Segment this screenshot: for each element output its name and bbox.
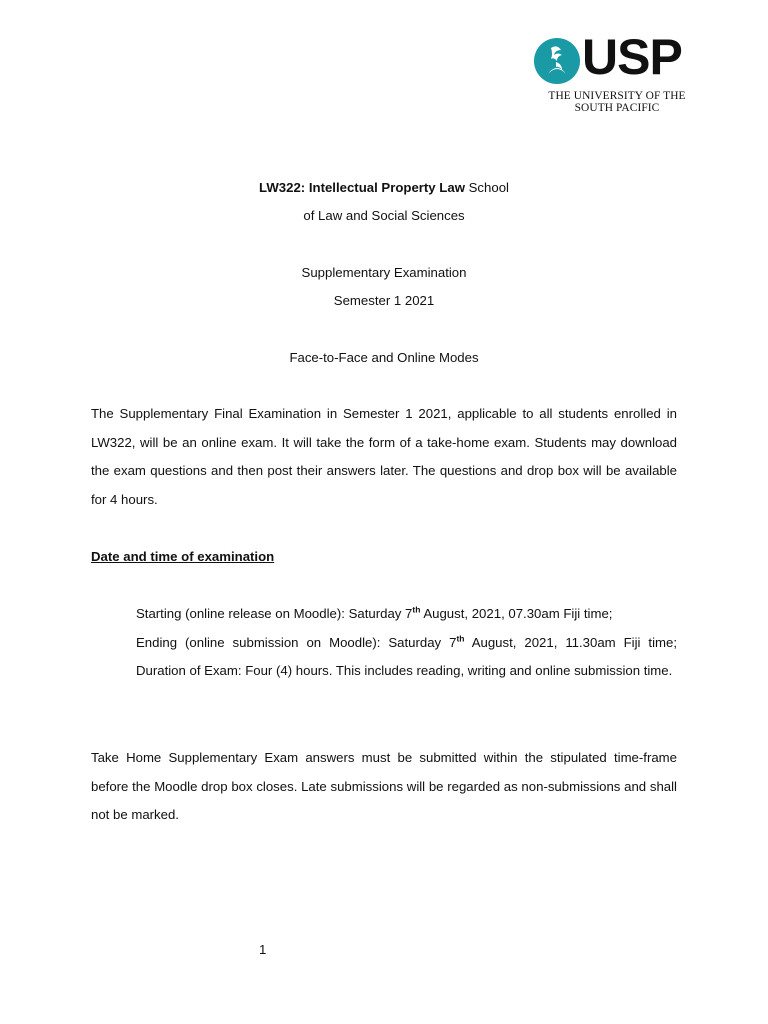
exam-type: Supplementary Examination	[301, 265, 467, 280]
schedule-start-text: Starting (online release on Moodle): Saturday 7	[136, 606, 413, 621]
schedule-start-text-end: August, 2021, 07.30am Fiji time;	[420, 606, 613, 621]
logo-subtitle	[534, 90, 700, 114]
course-title: LW322: Intellectual Property Law	[259, 180, 465, 195]
page-number: 1	[259, 942, 267, 957]
course-title-line	[0, 180, 768, 195]
schedule-start-sup: th	[412, 604, 421, 615]
logo-acronym: USP	[582, 29, 682, 85]
usp-emblem-icon	[534, 38, 580, 84]
usp-logo	[534, 29, 700, 120]
schedule-end	[136, 635, 677, 650]
logo-subtitle-line1: THE UNIVERSITY OF THE	[548, 90, 686, 102]
school-text-part2: of Law and Social Sciences	[303, 208, 465, 223]
schedule-start	[136, 606, 677, 621]
schedule-end-text-end: August, 2021, 11.30am Fiji time;	[464, 635, 677, 650]
schedule-end-sup: th	[456, 633, 465, 644]
schedule-end-text: Ending (online submission on Moodle): Saturday 7	[136, 635, 457, 650]
intro-paragraph: The Supplementary Final Examination in Semester 1 2021, applicable to all students enrolled in LW322, will be an online exam. It will take the form of a take-home exam. Students may download the exam questions and then post their answers later. The questions and drop box will be available for 4 hours.	[91, 406, 677, 507]
schedule-duration: Duration of Exam: Four (4) hours. This includes reading, writing and online submission time.	[136, 663, 673, 678]
exam-modes: Face-to-Face and Online Modes	[289, 350, 479, 365]
section-heading: Date and time of examination	[91, 549, 275, 564]
logo-subtitle-line2: SOUTH PACIFIC	[574, 102, 660, 114]
school-text-part1: School	[468, 180, 509, 195]
semester: Semester 1 2021	[333, 293, 435, 308]
closing-paragraph: Take Home Supplementary Exam answers must be submitted within the stipulated time-frame before the Moodle drop box closes. Late submissions will be regarded as non-submissions and shall not be marked.	[91, 750, 677, 823]
